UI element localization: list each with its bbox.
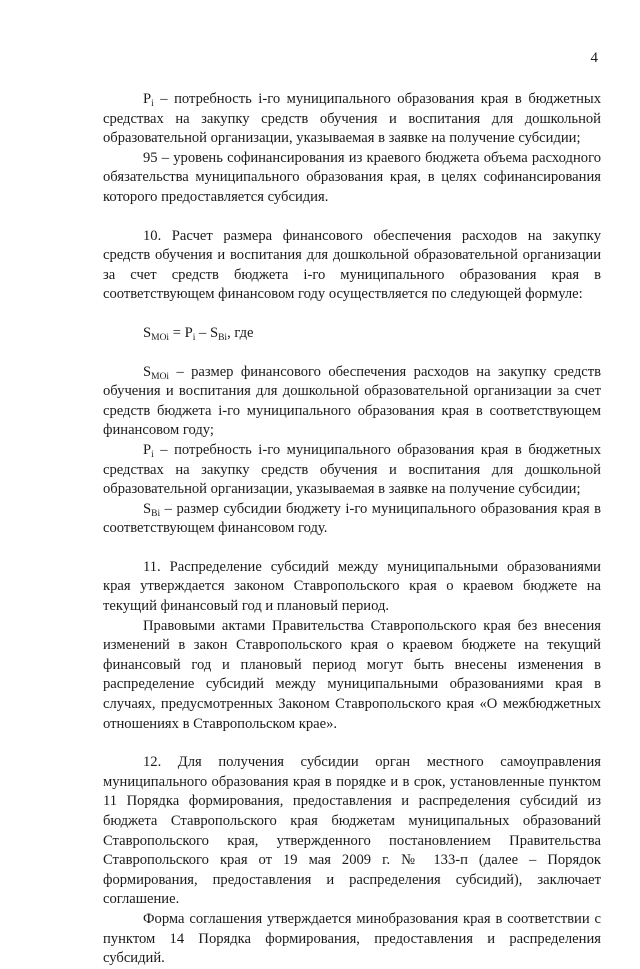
definition-95: 95 – уровень софинансирования из краевого бюджета объема расходного обязательства муниципального образования края, в целях софинансирования которого предоставляется субсидия.: [103, 149, 601, 205]
definition-p-i-2: $P_i$ – потребность i-го муниципального образования края в бюджетных средствах на закупку средств обучения и воспитания для дошкольной образовательной организации, указываемая в заявке на получение субсидии;: [103, 441, 601, 498]
definition-smoi: $S_{MOi}$ – размер финансового обеспечения расходов на закупку средств обучения и воспитания для дошкольной образовательной организации за счет средств бюджета i-го муниципального образования края в соответствующем финансовом году;: [103, 363, 601, 439]
paragraph-12: 12. Для получения субсидии орган местного самоуправления муниципального образования края в порядке и в срок, установленные пунктом 11 Порядка формирования, предоставления и распределения субсидий из бюджета Ставропольского края бюджетам муниципальных образований Ставропольского края, утвержденного постановлением Правительства Ставропольского края от 19 мая 2009 г. № 133-п (далее – Порядок формирования, предоставления и распределения субсидий), заключает соглашение.: [103, 754, 601, 908]
formula-smoi: $S_{MOi} = P_i - S_{Bi}$, где: [143, 324, 254, 343]
paragraph-11: 11. Распределение субсидий между муниципальными образованиями края утверждается законом Ставропольского края о краевом бюджете на текущий финансовый год и плановый период.: [103, 558, 601, 615]
definition-p-i: $P_i$ – потребность i-го муниципального образования края в бюджетных средствах на закупку средств обучения и воспитания для дошкольной образовательной организации, указываемая в заявке на получение субсидии;: [103, 91, 601, 147]
paragraph-12-continued: Форма соглашения утверждается минобразования края в соответствии с пунктом 14 Порядка формирования, предоставления и распределения субсидий.: [103, 910, 601, 967]
page-number: 4: [590, 50, 598, 66]
definition-sbi: $S_{Bi}$ – размер субсидии бюджету i-го муниципального образования края в соответствующем финансовом году.: [103, 500, 601, 537]
document-body: [103, 90, 601, 969]
paragraph-10: 10. Расчет размера финансового обеспечения расходов на закупку средств обучения и воспитания для дошкольной образовательной организации за счет средств бюджета i-го муниципального образования края в соответствующем финансовом году осуществляется по следующей формуле:: [103, 227, 601, 303]
paragraph-11-continued: Правовыми актами Правительства Ставропольского края без внесения изменений в закон Ставропольского края о краевом бюджете на текущий финансовый год и плановый период могут быть внесены изменения в распределение субсидий между муниципальными образованиями края в случаях, предусмотренных Законом Ставропольского края «О межбюджетных отношениях в Ставропольском крае».: [103, 617, 601, 732]
